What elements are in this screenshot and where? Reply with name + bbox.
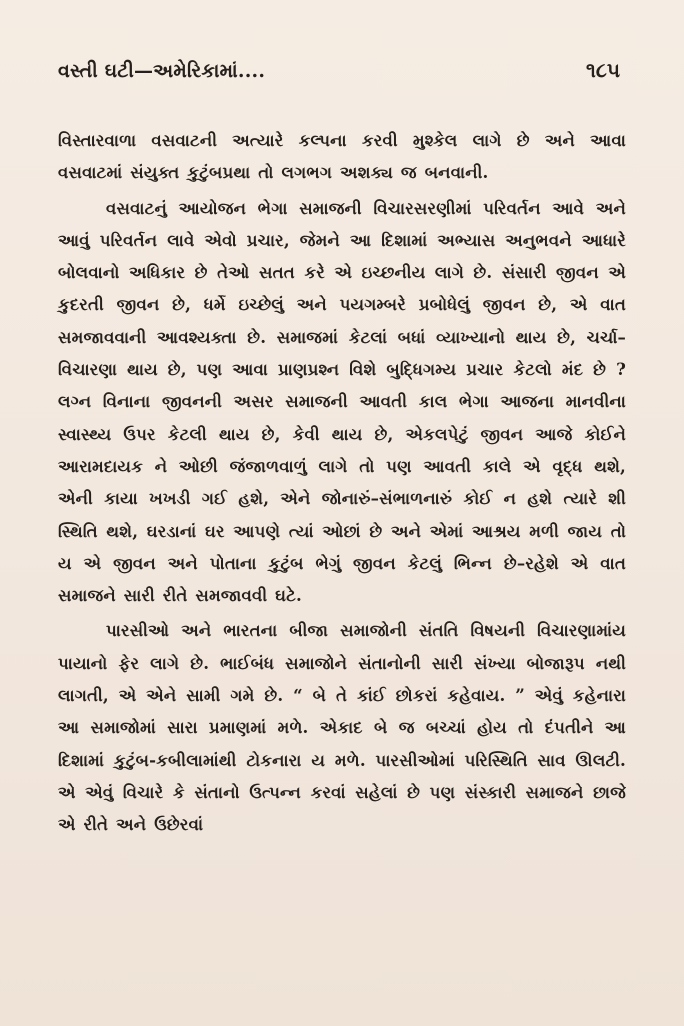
- running-header: [58, 58, 626, 98]
- paragraph-parsi: પારસીઓ અને ભારતના બીજા સમાજોની સંતતિ વિષયની વિચારણામાંય પાયાનો ફેર લાગે છે. ભાઈબંધ સમાજોને સંતાનોની સારી સંખ્યા બોજારૂપ નથી લાગતી, એ એને સામી ગમે છે. “ બે તે કાંઈ છોકરાં કહેવાય. ” એવું કહેનારા આ સમાજોમાં સારા પ્રમાણમાં મળે. એકાદ બે જ બચ્ચાં હોય તો દંપતીને આ દિશામાં કુટુંબ-કબીલામાંથી ટોકનારા ય મળે. પારસીઓમાં પરિસ્થિતિ સાવ ઊલટી. એ એવું વિચારે કે સંતાનો ઉત્પન્ન કરવાં સહેલાં છે પણ સંસ્કારી સમાજને છાજે એ રીતે અને ઉછેરવાં: [58, 620, 626, 835]
- paragraph-continuation: વિસ્તારવાળા વસવાટની અત્યારે કલ્પના કરવી મુશ્કેલ લાગે છે અને આવા વસવાટમાં સંયુક્ત કુટુંબપ્રથા તો લગભગ અશક્ય જ બનવાની.: [58, 130, 626, 183]
- body-text: [58, 124, 626, 841]
- running-title: વસ્તી ઘટી—અમેરિકામાં....: [58, 60, 266, 82]
- paragraph-vasvat: વસવાટનું આયોજન ભેગા સમાજની વિચારસરણીમાં પરિવર્તન આવે અને આવું પરિવર્તન લાવે એવો પ્રચાર, જેમને આ દિશામાં અભ્યાસ અનુભવને આધારે બોલવાનો અધિકાર છે તેઓ સતત કરે એ ઇચ્છનીય લાગે છે. સંસારી જીવન એ કુદરતી જીવન છે, ધર્મે ઇચ્છેલું અને પયગમ્બરે પ્રબોધેલું જીવન છે, એ વાત સમજાવવાની આવશ્યક્તા છે. સમાજમાં કેટલાં બધાં વ્યાખ્યાનો થાય છે, ચર્ચા–વિચારણા થાય છે, પણ આવા પ્રાણપ્રશ્ન વિશે બુદ્ધિગમ્ય પ્રચાર કેટલો મંદ છે ? લગ્ન વિનાના જીવનની અસર સમાજની આવતી કાલ ભેગા આજના માનવીના સ્વાસ્થ્ય ઉપર કેટલી થાય છે, કેવી થાય છે, એકલપેટું જીવન આજે કોઈને આરામદાયક ને ઓછી જંજાળવાળું લાગે તો પણ આવતી કાલે એ વૃદ્ધ થશે, એની કાયા ખખડી ગઈ હશે, એને જોનારું–સંભાળનારું કોઈ ન હશે ત્યારે શી સ્થિતિ થશે, ઘરડાનાં ઘર આપણે ત્યાં ઓછાં છે અને એમાં આશ્રય મળી જાય તો ય એ જીવન અને પોતાના કુટુંબ ભેગું જીવન કેટલું ભિન્ન છે–રહેશે એ વાત સમાજને સારી રીતે સમજાવવી ઘટે.: [58, 197, 626, 606]
- page-number: ૧૮૫: [586, 58, 620, 82]
